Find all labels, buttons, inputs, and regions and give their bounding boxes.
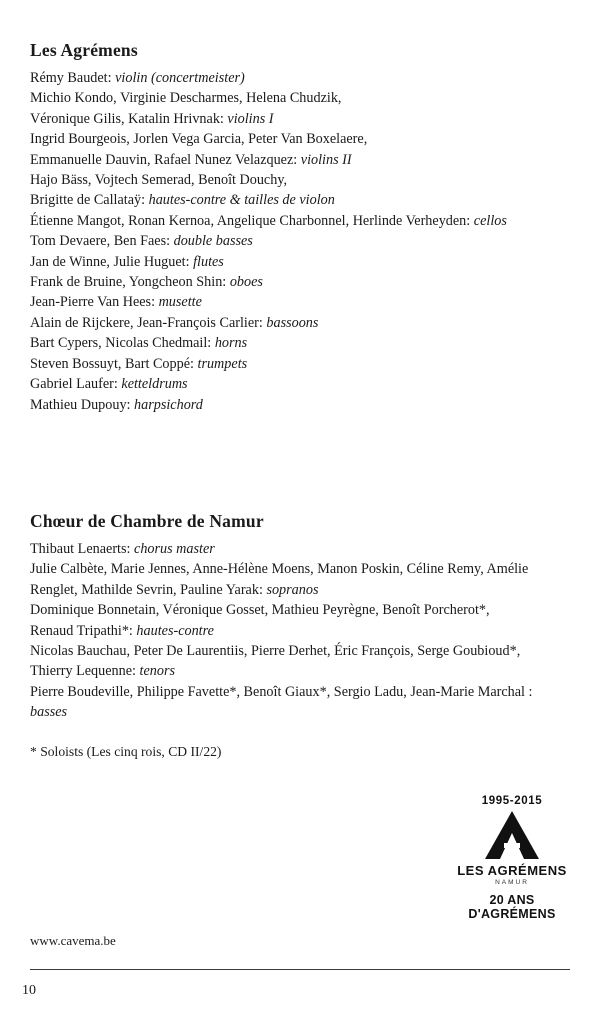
list-item: Dominique Bonnetain, Véronique Gosset, Mathieu Peyrègne, Benoît Porcherot*, bbox=[30, 602, 490, 619]
list-item: Rémy Baudet: violin (concertmeister) bbox=[30, 70, 245, 86]
list-item: Alain de Rijckere, Jean-François Carlier: bassoons bbox=[30, 314, 319, 331]
list-item: Véronique Gilis, Katalin Hrivnak: violins I bbox=[30, 110, 274, 127]
page-title: Les Agrémens bbox=[30, 40, 138, 60]
performer-list-agremens bbox=[30, 68, 570, 415]
list-item: Thierry Lequenne: tenors bbox=[30, 663, 175, 680]
list-item: Nicolas Bauchau, Peter De Laurentiis, Pierre Derhet, Éric François, Serge Goubioud*, bbox=[30, 642, 521, 659]
list-item: Emmanuelle Dauvin, Rafael Nunez Velazquez: violins II bbox=[30, 151, 352, 168]
list-item: Renaud Tripathi*: hautes-contre bbox=[30, 622, 214, 639]
list-item: Ingrid Bourgeois, Jorlen Vega Garcia, Peter Van Boxelaere, bbox=[30, 131, 368, 148]
les-agremens-logo bbox=[452, 795, 572, 921]
list-item: basses bbox=[30, 704, 68, 721]
website-url[interactable]: www.cavema.be bbox=[30, 933, 116, 948]
section-title-choeur: Chœur de Chambre de Namur bbox=[30, 510, 264, 531]
list-item: Pierre Boudeville, Philippe Favette*, Benoît Giaux*, Sergio Ladu, Jean-Marie Marchal : bbox=[30, 683, 533, 700]
logo-years: 1995-2015 bbox=[481, 795, 543, 807]
list-item: Brigitte de Callataÿ: hautes-contre & tailles de violon bbox=[30, 192, 335, 209]
list-item: Bart Cypers, Nicolas Chedmail: horns bbox=[30, 335, 248, 352]
logo-name: LES AGRÉMENS bbox=[457, 863, 567, 878]
list-item: Jan de Winne, Julie Huguet: flutes bbox=[30, 253, 224, 270]
list-item: Hajo Bäss, Vojtech Semerad, Benoît Douchy, bbox=[30, 172, 288, 189]
ensemble-choeur-de-chambre-de-namur bbox=[30, 511, 570, 762]
logo-a-mark-icon bbox=[452, 809, 572, 861]
list-item: Tom Devaere, Ben Faes: double basses bbox=[30, 233, 253, 250]
list-item: Renglet, Mathilde Sevrin, Pauline Yarak: sopranos bbox=[30, 581, 319, 598]
logo-tagline-line1: 20 ANS bbox=[489, 893, 535, 907]
list-item: Gabriel Laufer: ketteldrums bbox=[30, 376, 188, 393]
footer-divider bbox=[30, 969, 570, 970]
ensemble-les-agremens bbox=[30, 40, 570, 415]
list-item: Jean-Pierre Van Hees: musette bbox=[30, 294, 202, 311]
list-item: Michio Kondo, Virginie Descharmes, Helena Chudzik, bbox=[30, 90, 342, 107]
logo-tagline-line2: D'AGRÉMENS bbox=[468, 907, 556, 921]
list-item: Steven Bossuyt, Bart Coppé: trumpets bbox=[30, 355, 248, 372]
list-item: Étienne Mangot, Ronan Kernoa, Angelique Charbonnel, Herlinde Verheyden: cellos bbox=[30, 212, 507, 229]
performer-list-choeur bbox=[30, 539, 570, 723]
logo-subtitle: NAMUR bbox=[495, 879, 529, 886]
list-item: Frank de Bruine, Yongcheon Shin: oboes bbox=[30, 274, 263, 291]
logo-tagline bbox=[452, 893, 572, 921]
list-item: Mathieu Dupouy: harpsichord bbox=[30, 396, 203, 413]
soloists-footnote: * Soloists (Les cinq rois, CD II/22) bbox=[30, 743, 222, 759]
list-item: Thibaut Lenaerts: chorus master bbox=[30, 540, 215, 557]
page-number: 10 bbox=[22, 983, 36, 998]
list-item: Julie Calbète, Marie Jennes, Anne-Hélène Moens, Manon Poskin, Céline Remy, Amélie bbox=[30, 561, 529, 578]
